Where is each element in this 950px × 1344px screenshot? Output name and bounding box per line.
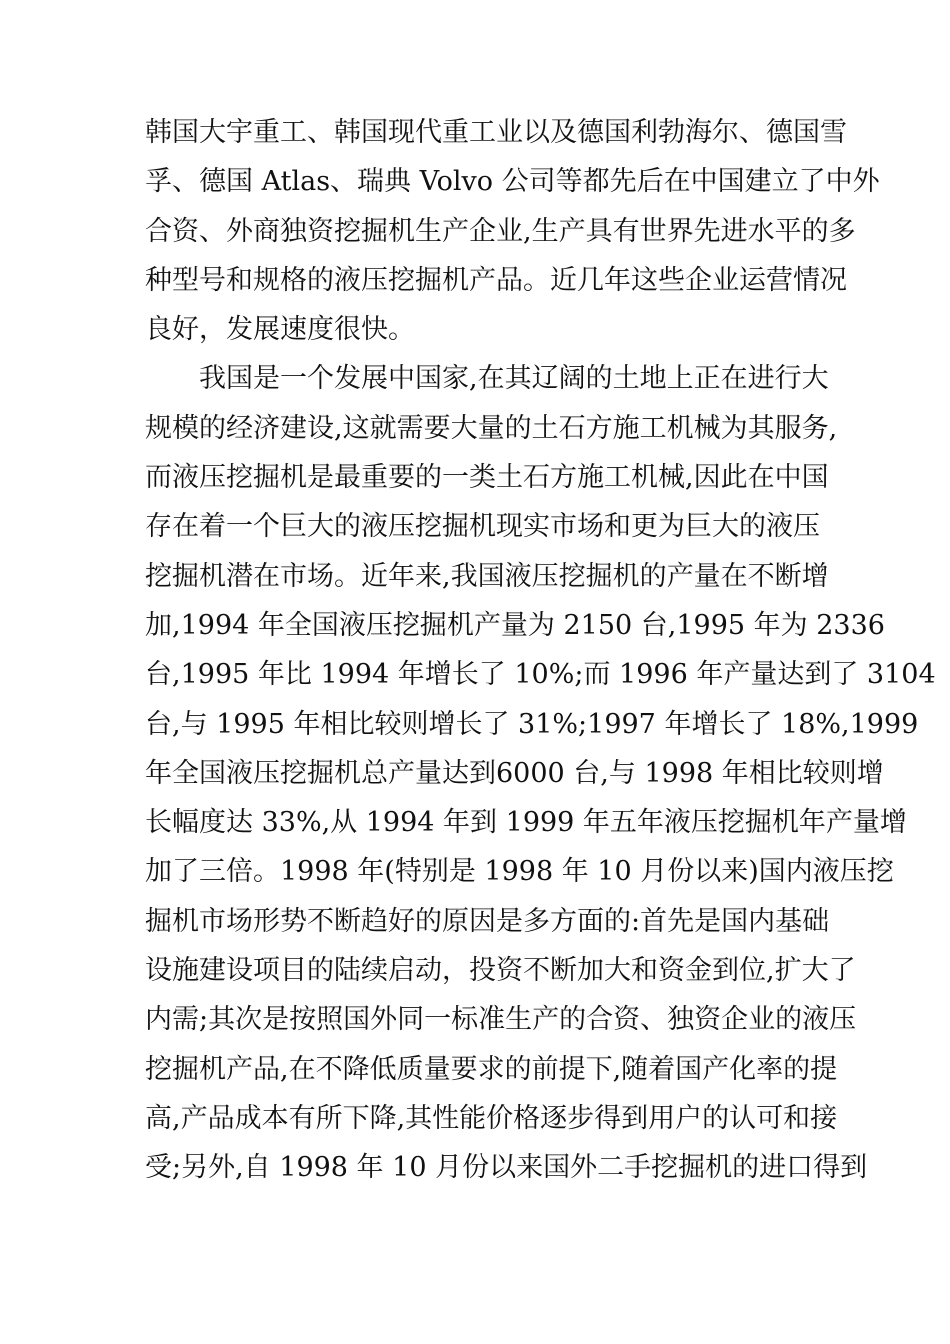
text-line: 韩国大宇重工、韩国现代重工业以及德国利勃海尔、德国雪 [145,117,847,148]
text-line: 规模的经济建设,这就需要大量的土石方施工机械为其服务, [145,412,838,444]
text-line: 种型号和规格的液压挖掘机产品。近几年这些企业运营情况 [145,264,847,296]
paragraph-2 [145,354,936,1192]
text-line: 挖掘机潜在市场。近年来,我国液压挖掘机的产量在不断增 [145,560,829,592]
text-line: 挖掘机产品,在不降低质量要求的前提下,随着国产化率的提 [145,1053,838,1085]
text-line: 存在着一个巨大的液压挖掘机现实市场和更为巨大的液压 [145,511,820,543]
body-text [145,108,936,1193]
paragraph-1 [145,108,880,354]
text-line: 台,1995 年比 1994 年增长了 10%;而 1996 年产量达到了 3104 [145,659,936,691]
text-line: 我国是一个发展中国家,在其辽阔的土地上正在进行大 [199,363,829,395]
text-line: 内需;其次是按照国外同一标准生产的合资、独资企业的液压 [145,1004,857,1036]
text-line: 掘机市场形势不断趋好的原因是多方面的:首先是国内基础 [145,905,830,937]
text-line: 台,与 1995 年相比较则增长了 31%;1997 年增长了 18%,1999 [145,708,919,740]
text-line: 而液压挖掘机是最重要的一类土石方施工机械,因此在中国 [145,462,829,494]
text-line: 加,1994 年全国液压挖掘机产量为 2150 台,1995 年为 2336 [145,609,885,641]
text-line: 高,产品成本有所下降,其性能价格逐步得到用户的认可和接 [145,1102,838,1134]
text-line: 加了三倍。1998 年(特别是 1998 年 10 月份以来)国内液压挖 [145,856,894,888]
text-line: 长幅度达 33%,从 1994 年到 1999 年五年液压挖掘机年产量增 [145,807,907,839]
text-line: 孚、德国 Atlas、瑞典 Volvo 公司等都先后在中国建立了中外 [145,166,880,198]
text-line: 受;另外,自 1998 年 10 月份以来国外二手挖掘机的进口得到 [145,1152,868,1184]
text-line: 良好，发展速度很快。 [145,314,415,346]
text-line: 年全国液压挖掘机总产量达到6000 台,与 1998 年相比较则增 [145,757,884,789]
text-line: 设施建设项目的陆续启动，投资不断加大和资金到位,扩大了 [145,955,856,987]
text-line: 合资、外商独资挖掘机生产企业,生产具有世界先进水平的多 [145,215,856,247]
